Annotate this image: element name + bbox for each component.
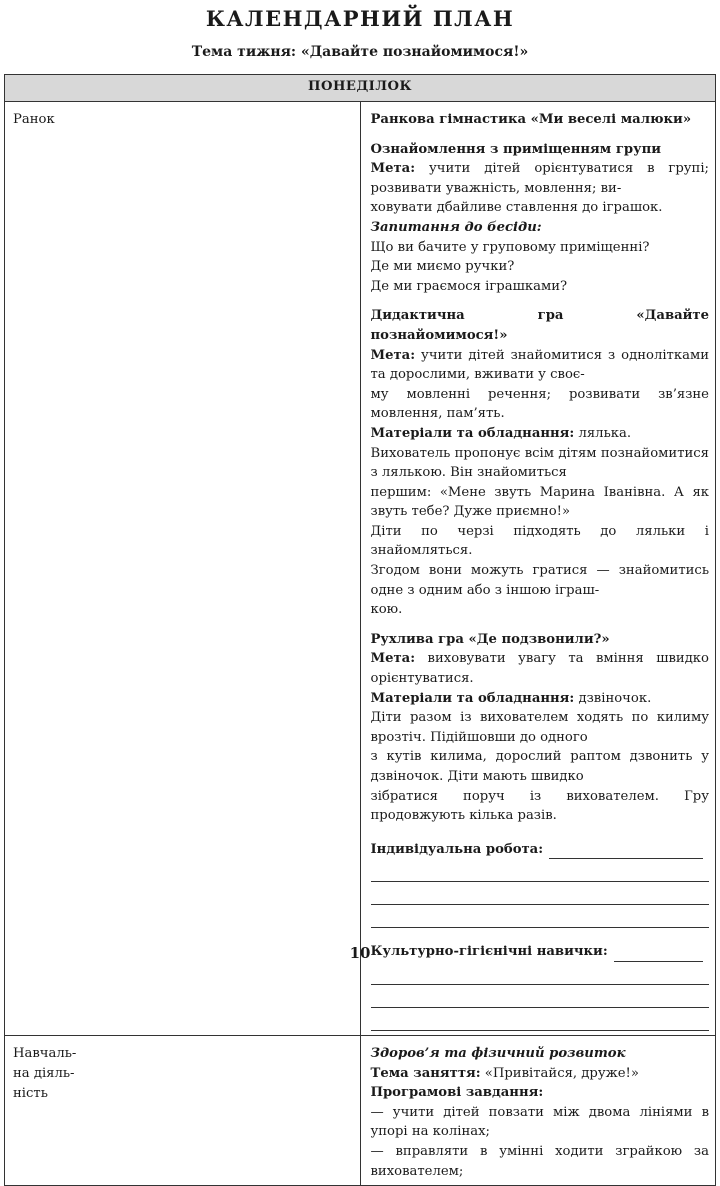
individual-work-line[interactable] bbox=[549, 843, 703, 859]
individual-work-label: Індивідуальна робота: bbox=[370, 841, 544, 857]
learning-area: Здоров’я та фізичний розвиток bbox=[370, 1045, 626, 1061]
morning-exercise: Ранкова гімнастика «Ми веселі малюки» bbox=[370, 112, 692, 127]
acquaint-goal bbox=[371, 159, 710, 198]
day-header-row bbox=[5, 75, 716, 102]
blank-line[interactable] bbox=[371, 962, 710, 985]
hygiene-label: Культурно-гігієнічні навички: bbox=[370, 944, 608, 960]
acquaint-section bbox=[371, 140, 710, 297]
individual-work-row bbox=[371, 840, 710, 860]
didactic-title: Дидактична гра «Давайте познайомимося!» bbox=[370, 308, 709, 343]
body-line: з кутів килима, дорослий раптом дзвонить у дзвіночок. Діти мають швидко bbox=[370, 749, 709, 784]
blank-line[interactable] bbox=[371, 1008, 710, 1031]
morning-row bbox=[5, 102, 716, 1036]
active-game-section bbox=[371, 630, 710, 826]
learning-label-line: Навчаль- bbox=[13, 1045, 77, 1061]
topic bbox=[371, 1064, 710, 1084]
materials-label: Матеріали та обладнання: bbox=[370, 690, 575, 706]
didactic-section bbox=[371, 306, 710, 620]
materials-text: лялька. bbox=[574, 425, 632, 441]
question-item: Де ми граємося іграшками? bbox=[370, 278, 568, 294]
blank-line[interactable] bbox=[371, 985, 710, 1008]
morning-content bbox=[360, 102, 716, 1036]
blank-line[interactable] bbox=[371, 859, 710, 882]
page-title: КАЛЕНДАРНИЙ ПЛАН bbox=[205, 6, 515, 31]
calendar-plan-table bbox=[4, 74, 716, 1186]
body-line: кою. bbox=[370, 602, 403, 618]
learning-content bbox=[360, 1035, 716, 1185]
learning-row bbox=[5, 1035, 716, 1185]
day-header: ПОНЕДІЛОК bbox=[5, 75, 716, 102]
morning-label: Ранок bbox=[5, 102, 361, 1036]
active-game-goal bbox=[371, 649, 710, 688]
questions-label: Запитання до бесіди: bbox=[370, 219, 542, 235]
acquaint-title: Ознайомлення з приміщенням групи bbox=[370, 141, 662, 157]
question-item: Що ви бачите у груповому приміщенні? bbox=[370, 239, 650, 255]
goal-text: учити дітей орієнтуватися в групі; розвивати уважність, мовлення; ви- bbox=[370, 161, 709, 196]
body-line: зібратися поруч із вихователем. Гру продовжують кілька разів. bbox=[370, 788, 709, 824]
blank-line[interactable] bbox=[371, 905, 710, 928]
page-number: 10 bbox=[349, 944, 371, 962]
learning-label-line: ність bbox=[13, 1085, 48, 1101]
goal-label: Мета: bbox=[370, 347, 416, 363]
materials-text: дзвіночок. bbox=[574, 690, 652, 706]
goal-text: виховувати увагу та вміння швидко орієнтуватися. bbox=[370, 651, 709, 687]
task-item: — учити дітей повзати між двома лініями в упорі на колінах; bbox=[370, 1104, 709, 1140]
goal-label: Мета: bbox=[370, 651, 416, 667]
body-line: Діти разом із вихователем ходять по килиму врозтіч. Підійшовши до одного bbox=[370, 710, 709, 745]
body-line: Вихователь пропонує всім дітям познайомитися з лялькою. Він знайомиться bbox=[370, 445, 709, 481]
tasks-label: Програмові завдання: bbox=[370, 1085, 544, 1101]
learning-label bbox=[5, 1035, 361, 1185]
topic-text: «Привітайся, друже!» bbox=[480, 1065, 639, 1081]
body-line: Діти по черзі підходять до ляльки і знайомляться. bbox=[370, 523, 709, 559]
active-game-title: Рухлива гра «Де подзвонили?» bbox=[370, 631, 610, 647]
body-line: Згодом вони можуть гратися — знайомитись одне з одним або з іншою іграш- bbox=[370, 563, 709, 598]
didactic-goal bbox=[371, 346, 710, 385]
topic-label: Тема заняття: bbox=[370, 1065, 481, 1081]
body-line: першим: «Мене звуть Марина Іванівна. А як звуть тебе? Дуже приємно!» bbox=[370, 484, 709, 520]
task-item: — вправляти в умінні ходити зграйкою за вихователем; bbox=[370, 1143, 709, 1179]
blank-line[interactable] bbox=[371, 882, 710, 905]
didactic-materials bbox=[371, 424, 710, 444]
week-theme: Тема тижня: «Давайте познайомимося!» bbox=[191, 44, 529, 60]
materials-label: Матеріали та обладнання: bbox=[370, 425, 575, 441]
acquaint-goal-cont: ховувати дбайливе ставлення до іграшок. bbox=[370, 200, 663, 216]
question-item: Де ми миємо ручки? bbox=[370, 259, 515, 275]
goal-label: Мета: bbox=[370, 161, 416, 177]
active-game-materials bbox=[371, 689, 710, 709]
learning-label-line: на діяль- bbox=[13, 1065, 75, 1081]
goal-text: учити дітей знайомитися з однолітками та дорослими, вживати у своє- bbox=[370, 347, 709, 383]
didactic-goal-cont: му мовленні речення; розвивати зв’язне мовлення, пам’ять. bbox=[370, 386, 709, 422]
